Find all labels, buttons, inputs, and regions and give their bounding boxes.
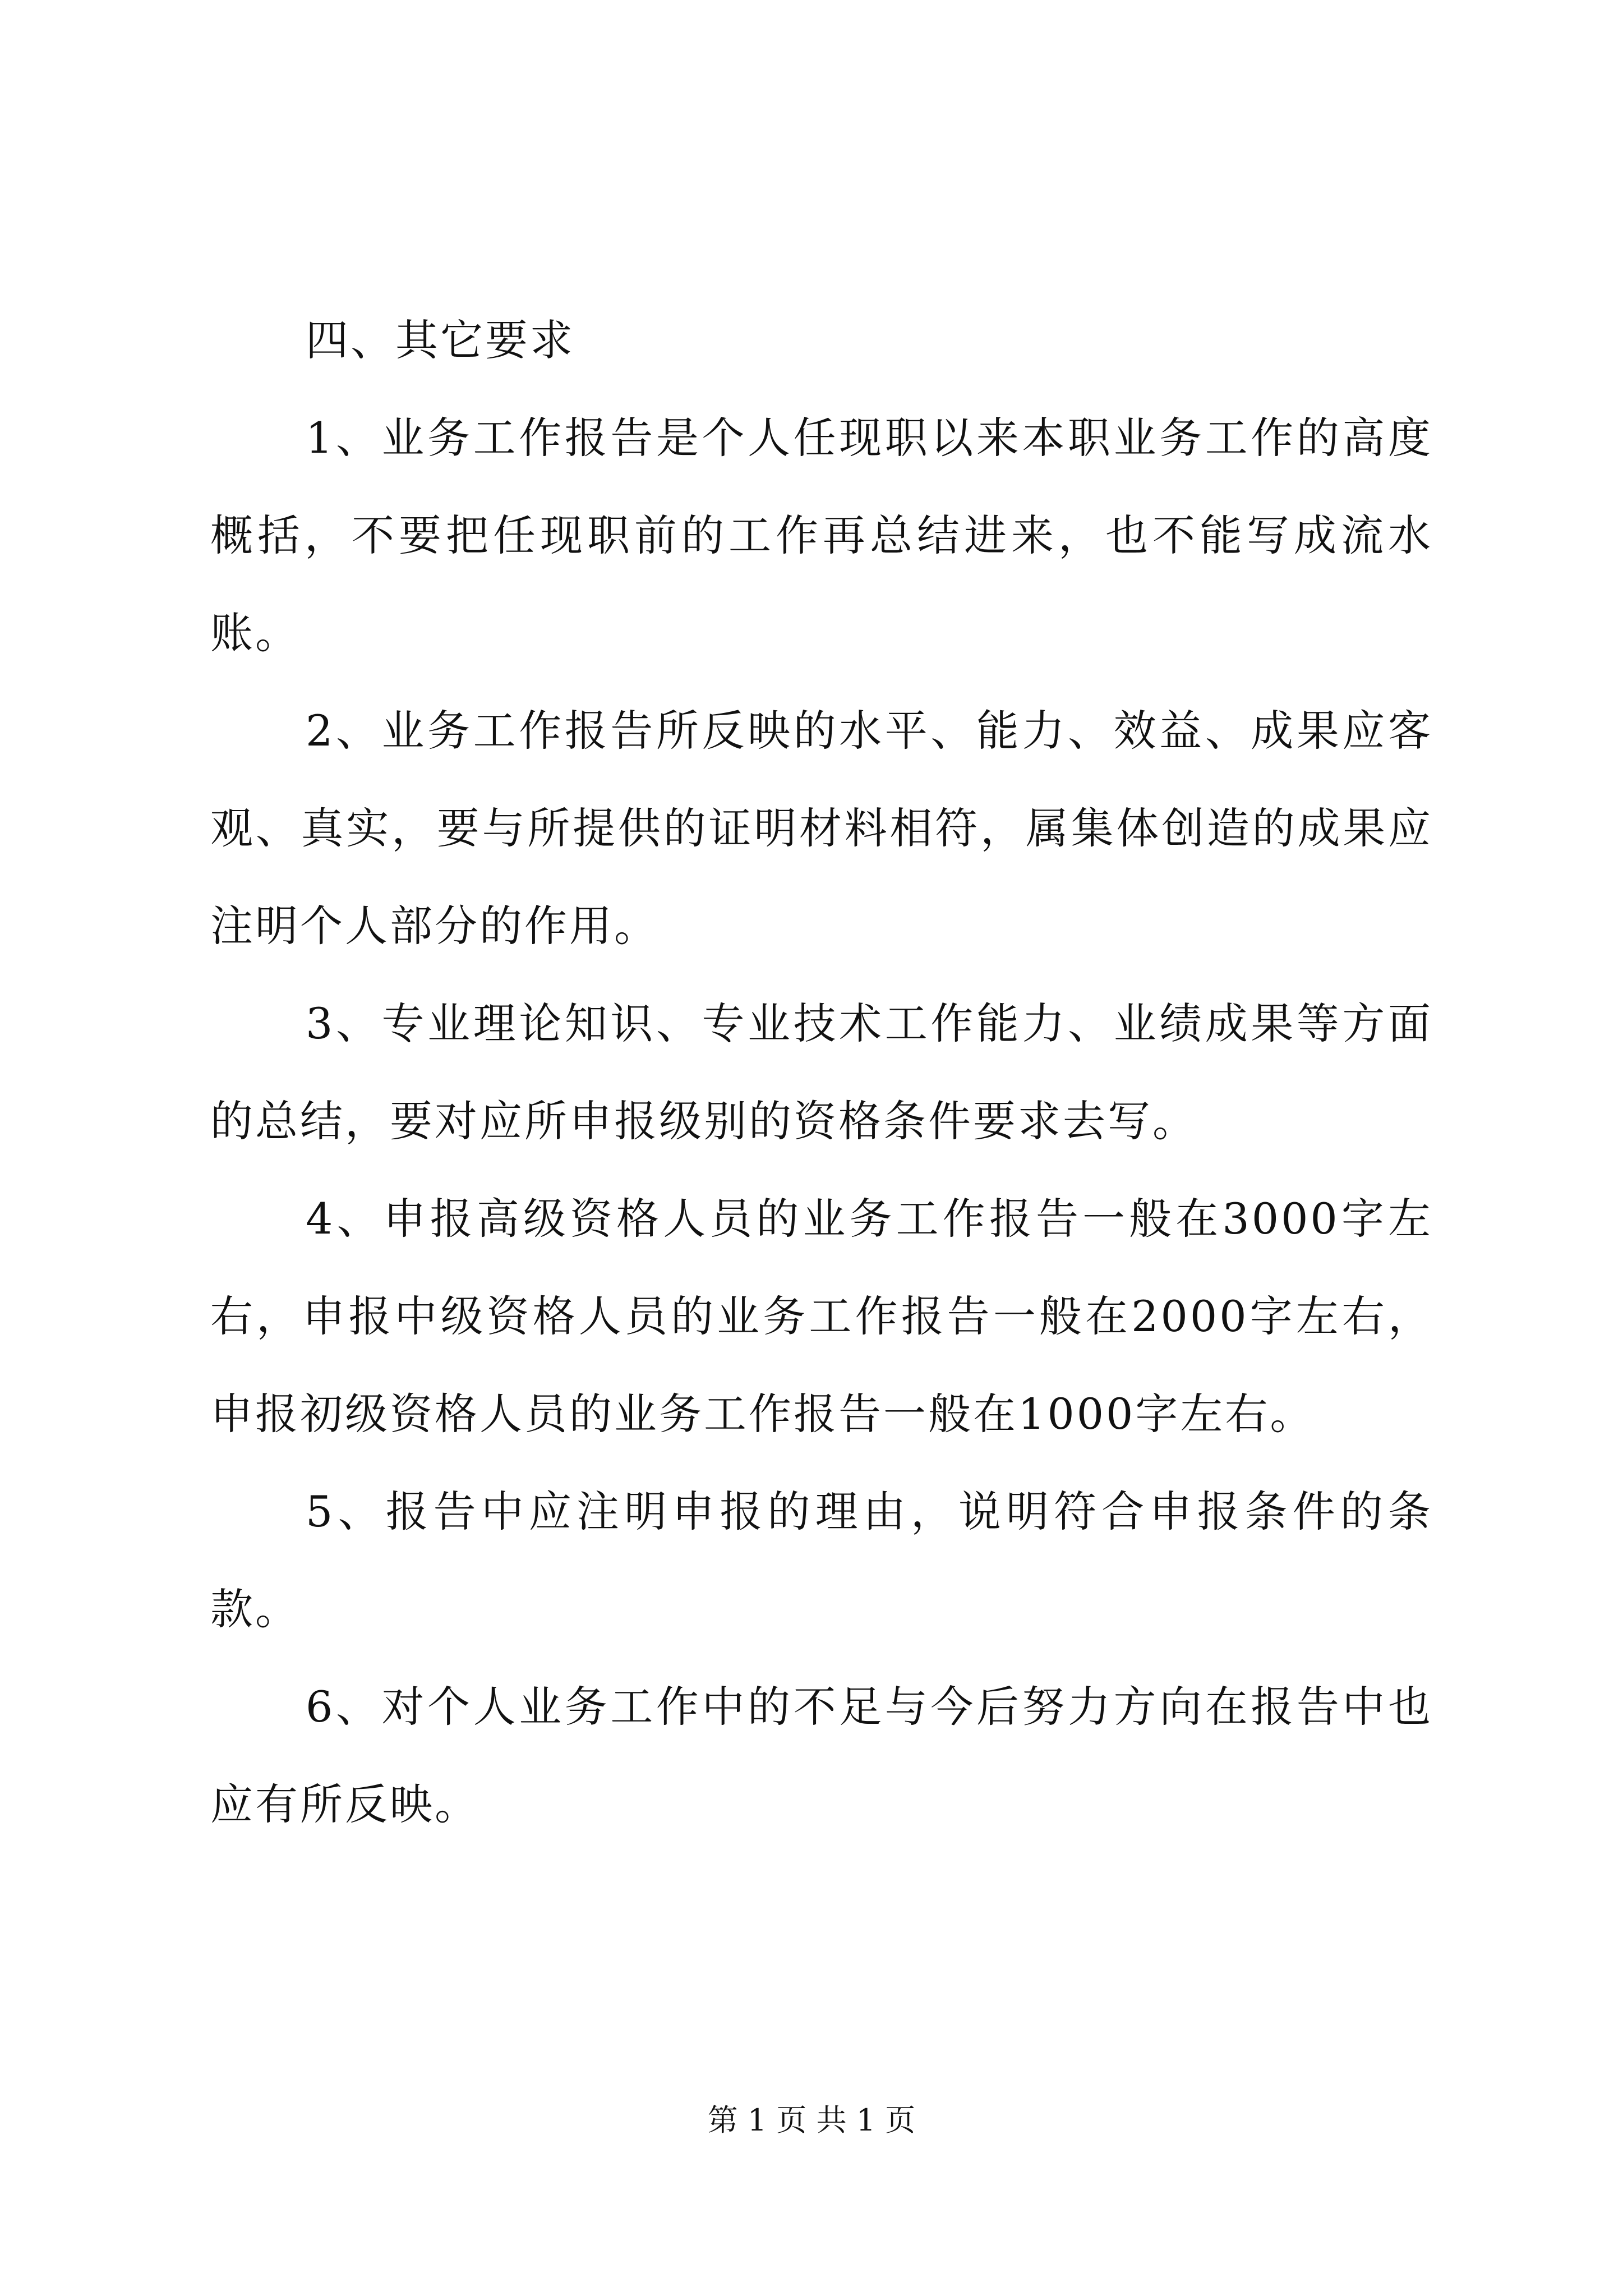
paragraph-6: 6、对个人业务工作中的不足与今后努力方向在报告中也应有所反映。 (210, 1682, 1433, 1829)
paragraph-4: 4、申报高级资格人员的业务工作报告一般在3000字左右，申报中级资格人员的业务工作报告一般在2000字左右，申报初级资格人员的业务工作报告一般在1000字左右。 (210, 1194, 1433, 1439)
section-heading: 四、其它要求 (306, 315, 575, 365)
document-body (210, 292, 1433, 1853)
paragraph-1: 1、业务工作报告是个人任现职以来本职业务工作的高度概括，不要把任现职前的工作再总结进来，也不能写成流水账。 (210, 413, 1433, 658)
page-number-footer: 第 1 页 共 1 页 (707, 2102, 916, 2138)
paragraph-5: 5、报告中应注明申报的理由，说明符合申报条件的条款。 (210, 1487, 1433, 1634)
paragraph-2: 2、业务工作报告所反映的水平、能力、效益、成果应客观、真实，要与所提供的证明材料相符，属集体创造的成果应注明个人部分的作用。 (210, 706, 1433, 951)
paragraph-3: 3、专业理论知识、专业技术工作能力、业绩成果等方面的总结，要对应所申报级别的资格条件要求去写。 (210, 999, 1433, 1146)
